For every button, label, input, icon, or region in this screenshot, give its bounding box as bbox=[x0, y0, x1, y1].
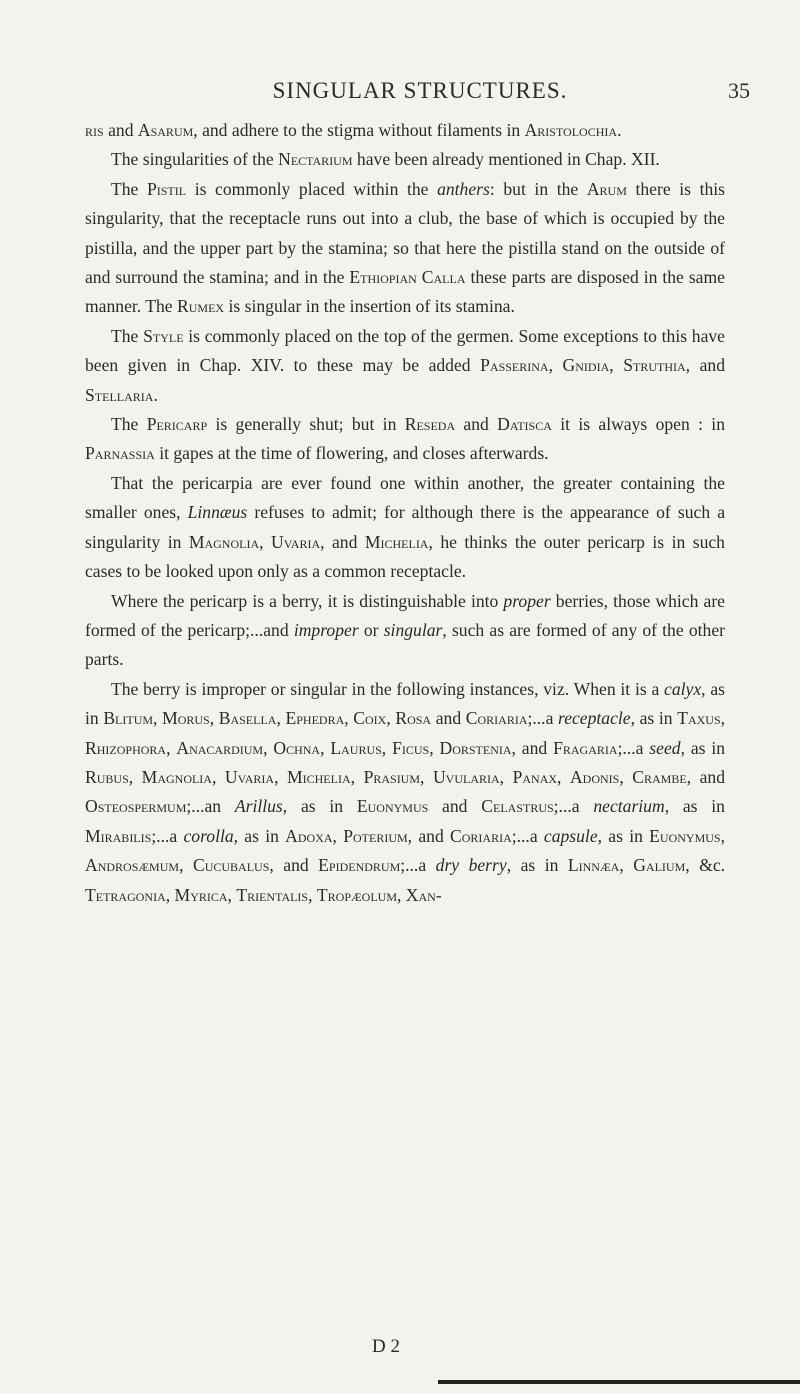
small-caps-term: Coriaria bbox=[450, 825, 512, 846]
running-title: SINGULAR STRUCTURES. bbox=[272, 78, 568, 103]
paragraph bbox=[85, 322, 725, 410]
italic-term: anthers bbox=[437, 178, 490, 199]
text-run: , bbox=[720, 825, 725, 846]
text-run: , bbox=[276, 708, 286, 729]
text-run: . bbox=[153, 384, 158, 405]
text-run: . bbox=[617, 120, 622, 140]
page-edge-shadow bbox=[438, 1380, 800, 1384]
small-caps-term: Reseda bbox=[404, 414, 456, 435]
text-run: The bbox=[111, 178, 147, 199]
text-run: , bbox=[165, 884, 175, 905]
small-caps-term: Androsæmum bbox=[85, 855, 180, 876]
small-caps-term: Stellaria bbox=[85, 384, 154, 405]
text-run: , bbox=[179, 855, 193, 876]
text-run: ;...a bbox=[553, 796, 594, 817]
small-caps-term: Nectarium bbox=[278, 149, 353, 170]
small-caps-term: Basella bbox=[218, 708, 277, 729]
small-caps-term: Ficus bbox=[392, 737, 430, 758]
small-caps-term: Pericarp bbox=[146, 414, 208, 435]
text-run: , such as are formed of any of the other parts. bbox=[85, 619, 726, 670]
text-run: , bbox=[548, 355, 563, 376]
text-run: , bbox=[344, 708, 354, 729]
text-run: The berry is improper or singular in the following instances, viz. When it is a bbox=[111, 678, 665, 699]
paragraph bbox=[85, 469, 725, 587]
text-run: , as in bbox=[664, 796, 725, 817]
text-run: Where the pericarp is a berry, it is distinguishable into bbox=[111, 590, 504, 611]
text-run: , and bbox=[686, 766, 725, 787]
text-run: ;...a bbox=[151, 825, 184, 846]
small-caps-term: Anacardium bbox=[176, 737, 264, 758]
text-run: , he thinks the outer pericarp is in such cases to be looked upon only as a common receptacle. bbox=[85, 531, 725, 582]
text-run: ;...an bbox=[186, 796, 235, 817]
text-run: The bbox=[111, 414, 147, 435]
text-run: , as in bbox=[282, 796, 357, 817]
small-caps-term: Rumex bbox=[177, 296, 225, 317]
italic-term: capsule bbox=[543, 825, 598, 846]
text-run: , &c. bbox=[685, 855, 726, 876]
text-run: and bbox=[455, 414, 498, 435]
paragraph bbox=[85, 410, 725, 469]
text-run: ;...a bbox=[617, 737, 650, 758]
text-run: , and bbox=[511, 737, 554, 758]
page-header bbox=[90, 78, 750, 104]
small-caps-term: Osteospermum bbox=[85, 796, 187, 817]
italic-term: seed bbox=[649, 737, 681, 758]
text-run: berries, those which are formed of the pericarp;...and bbox=[85, 590, 725, 640]
paragraph bbox=[85, 587, 725, 675]
text-run: , as in bbox=[597, 825, 650, 846]
small-caps-term: Coriaria bbox=[465, 708, 528, 729]
text-run: there is this singularity, that the receptacle runs out into a club, the base of which is occupied by the pistilla, and the upper part by the stamina; so that here the pistilla stand on the outside of and surround the stamina; and in the bbox=[85, 178, 725, 288]
small-caps-term: Asarum bbox=[137, 120, 194, 140]
italic-term: Linnæus bbox=[187, 502, 248, 523]
small-caps-term: Euonymus bbox=[649, 825, 721, 846]
text-run: , and bbox=[269, 855, 319, 876]
text-run: , bbox=[308, 884, 317, 905]
text-run: , bbox=[429, 737, 440, 758]
italic-term: singular bbox=[383, 619, 443, 640]
text-run: , bbox=[320, 737, 331, 758]
text-run: , bbox=[386, 708, 396, 729]
text-run: , bbox=[619, 855, 634, 876]
text-run: , as in bbox=[233, 825, 286, 846]
small-caps-term: Pistil bbox=[146, 178, 187, 199]
small-caps-term: ris bbox=[85, 120, 104, 140]
text-run: , bbox=[609, 355, 624, 376]
italic-term: nectarium bbox=[593, 796, 665, 817]
text-run: , bbox=[263, 737, 274, 758]
small-caps-term: Euonymus bbox=[356, 796, 429, 817]
small-caps-term: Mirabilis bbox=[85, 825, 152, 846]
italic-term: receptacle bbox=[558, 708, 631, 729]
text-run: it gapes at the time of flowering, and closes afterwards. bbox=[154, 443, 549, 464]
small-caps-term: Celastrus bbox=[481, 796, 554, 817]
paragraph bbox=[85, 145, 725, 174]
text-run: , and bbox=[320, 531, 365, 552]
italic-term: improper bbox=[293, 619, 359, 640]
text-run: , bbox=[499, 766, 513, 787]
text-run: and bbox=[431, 708, 466, 729]
text-run: have been already mentioned in Chap. XII. bbox=[352, 149, 660, 170]
small-caps-term: Ochna bbox=[273, 737, 321, 758]
small-caps-term: Tetragonia bbox=[85, 884, 166, 905]
small-caps-term: Aristolochia bbox=[524, 120, 618, 140]
italic-term: proper bbox=[503, 590, 551, 611]
text-run: , bbox=[211, 766, 225, 787]
text-run: , bbox=[381, 737, 393, 758]
paragraph bbox=[85, 675, 725, 910]
small-caps-term: Style bbox=[143, 325, 184, 346]
small-caps-term: Fragaria bbox=[553, 737, 618, 758]
small-caps-term: Arum bbox=[586, 178, 627, 199]
text-run: , bbox=[397, 884, 406, 905]
text-run: or bbox=[358, 619, 384, 640]
text-run: these parts are disposed in the same manner. The bbox=[85, 267, 725, 317]
text-run: , bbox=[259, 531, 271, 552]
text-run: , bbox=[350, 766, 364, 787]
small-caps-term: Adonis bbox=[569, 766, 620, 787]
small-caps-term: Ethiopian Calla bbox=[349, 267, 466, 288]
small-caps-term: Panax bbox=[512, 766, 558, 787]
small-caps-term: Gnidia bbox=[562, 355, 610, 376]
text-run: it is always open : in bbox=[551, 414, 725, 435]
small-caps-term: Rosa bbox=[395, 708, 432, 729]
text-run: ;...a bbox=[400, 855, 436, 876]
small-caps-term: Epidendrum bbox=[318, 855, 401, 876]
paragraph bbox=[85, 175, 725, 322]
body-text bbox=[85, 116, 725, 910]
small-caps-term: Magnolia bbox=[188, 531, 260, 552]
text-run: , as in bbox=[680, 737, 726, 758]
text-run: ;...a bbox=[511, 825, 544, 846]
text-run: and bbox=[103, 120, 138, 140]
small-caps-term: Datisca bbox=[497, 414, 552, 435]
text-run: is singular in the insertion of its stamina. bbox=[224, 296, 515, 317]
small-caps-term: Coix bbox=[353, 708, 387, 729]
small-caps-term: Linnæa bbox=[567, 855, 620, 876]
text-run: is commonly placed within the bbox=[186, 178, 438, 199]
small-caps-term: Ephedra bbox=[285, 708, 345, 729]
small-caps-term: Rhizophora bbox=[85, 737, 167, 758]
text-run: That the pericarpia are ever found one within another, the greater containing the smaller ones, bbox=[85, 472, 725, 523]
small-caps-term: Laurus bbox=[330, 737, 382, 758]
paragraph bbox=[85, 116, 725, 145]
text-run: , bbox=[332, 825, 344, 846]
page-number: 35 bbox=[728, 78, 750, 103]
small-caps-term: Taxus bbox=[677, 708, 721, 729]
small-caps-term: Myrica bbox=[174, 884, 228, 905]
small-caps-term: Cucubalus bbox=[192, 855, 270, 876]
text-run: is commonly placed on the top of the germen. Some exceptions to this have been given in Chap. XIV. to these may be added bbox=[85, 325, 725, 376]
small-caps-term: Poterium bbox=[343, 825, 408, 846]
italic-term: dry berry bbox=[435, 855, 507, 876]
small-caps-term: Rubus bbox=[85, 766, 129, 787]
text-run: , and bbox=[407, 825, 450, 846]
text-run: , bbox=[557, 766, 570, 787]
text-run: , and bbox=[685, 355, 726, 376]
small-caps-term: Morus bbox=[162, 708, 210, 729]
small-caps-term: Galium bbox=[633, 855, 686, 876]
text-run: , bbox=[420, 766, 433, 787]
text-run: , bbox=[128, 766, 142, 787]
small-caps-term: Blitum bbox=[103, 708, 154, 729]
small-caps-term: Adoxa bbox=[285, 825, 333, 846]
text-run: The singularities of the bbox=[111, 149, 279, 170]
text-run: , bbox=[227, 884, 237, 905]
text-run: , bbox=[209, 708, 219, 729]
small-caps-term: Tropæolum bbox=[316, 884, 397, 905]
italic-term: Arillus bbox=[234, 796, 283, 817]
small-caps-term: Passerina bbox=[480, 355, 549, 376]
text-run: refuses to admit; for although there is the appearance of such a singularity in bbox=[85, 502, 726, 552]
text-run: , and adhere to the stigma without filaments in bbox=[193, 120, 525, 140]
small-caps-term: Xan- bbox=[405, 884, 442, 905]
text-run: : but in the bbox=[489, 178, 587, 199]
text-run: The bbox=[111, 325, 144, 346]
italic-term: calyx bbox=[664, 678, 702, 699]
small-caps-term: Struthia bbox=[623, 355, 686, 376]
small-caps-term: Parnassia bbox=[85, 443, 155, 464]
small-caps-term: Uvaria bbox=[224, 766, 275, 787]
small-caps-term: Crambe bbox=[632, 766, 687, 787]
text-run: , as in bbox=[85, 678, 726, 729]
text-run: , bbox=[274, 766, 287, 787]
small-caps-term: Prasium bbox=[363, 766, 421, 787]
text-run: , as in bbox=[506, 855, 568, 876]
text-run: , bbox=[720, 708, 726, 729]
text-run: , bbox=[166, 737, 177, 758]
text-run: , as in bbox=[630, 708, 678, 729]
text-run: ;...a bbox=[527, 708, 558, 729]
small-caps-term: Uvaria bbox=[270, 531, 321, 552]
small-caps-term: Michelia bbox=[364, 531, 429, 552]
small-caps-term: Magnolia bbox=[141, 766, 212, 787]
signature-mark: D 2 bbox=[372, 1336, 400, 1357]
text-run: is generally shut; but in bbox=[207, 414, 405, 435]
small-caps-term: Uvularia bbox=[432, 766, 500, 787]
text-run: , bbox=[619, 766, 633, 787]
text-run: , bbox=[153, 708, 163, 729]
small-caps-term: Dorstenia bbox=[439, 737, 512, 758]
text-run: and bbox=[428, 796, 482, 817]
italic-term: corolla bbox=[183, 825, 234, 846]
small-caps-term: Trientalis bbox=[236, 884, 309, 905]
small-caps-term: Michelia bbox=[287, 766, 351, 787]
